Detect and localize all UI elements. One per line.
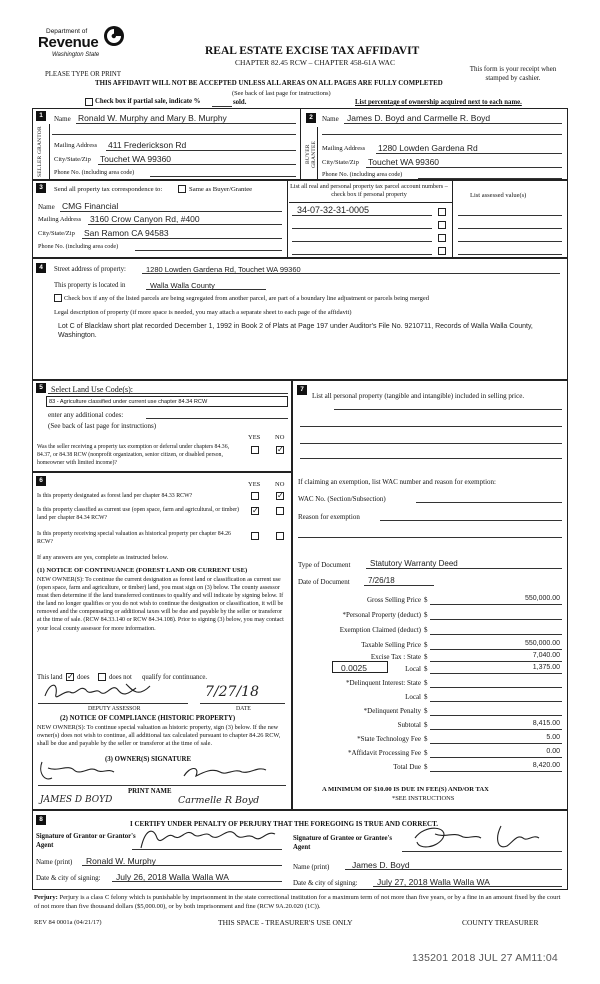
owner-signatures	[34, 758, 284, 786]
street-label: Street address of property:	[54, 266, 126, 273]
same-as-buyer-checkbox[interactable]	[178, 185, 186, 193]
perjury-notice	[34, 894, 564, 911]
land-use-code: 83 - Agriculture classified under current use chapter 84.34 RCW	[49, 398, 208, 405]
doc-date: 7/26/18	[368, 576, 395, 585]
sold-label: sold.	[233, 99, 247, 106]
tax-row-currency: $	[424, 596, 428, 604]
tax-row-value: 8,415.00	[532, 720, 560, 727]
section-5-number: 5	[36, 383, 46, 393]
tax-name: CMG Financial	[62, 201, 119, 211]
seller-name-label: Name	[54, 115, 71, 123]
s5-yes-header: YES	[248, 434, 261, 441]
grantor-date-city: July 26, 2018 Walla Walla WA	[116, 872, 229, 882]
if-any-yes: If any answers are yes, complete as instructed below.	[37, 554, 169, 561]
buyer-name: James D. Boyd and Carmelle R. Boyd	[347, 113, 491, 123]
form-subtitle: CHAPTER 82.45 RCW – CHAPTER 458-61A WAC	[235, 58, 395, 67]
printed-name-2: Carmelle R Boyd	[178, 795, 260, 806]
seller-grantor-label: SELLER GRANTOR	[37, 126, 43, 178]
section-4	[32, 258, 568, 380]
seller-city-label: City/State/Zip	[54, 156, 91, 163]
section5-back-note: (See back of last page for instructions)	[48, 422, 157, 430]
same-as-buyer-label: Same as Buyer/Grantee	[189, 186, 253, 193]
assessor-date: 7/27/18	[205, 684, 259, 700]
this-land-label: This land	[37, 674, 63, 681]
seller-mailing: 411 Frederickson Rd	[108, 140, 187, 150]
s5-no-header: NO	[275, 434, 285, 441]
grantor-name: Ronald W. Murphy	[86, 856, 156, 866]
send-correspondence-label: Send all property tax correspondence to:	[54, 186, 163, 193]
notice-compliance-text: NEW OWNER(S): To continue special valuation as historic property, sign (3) below. If the new owner(s) does not wish to continue, all additional tax calculated pursuant to chapter 84.26 RCW, shall be due and payable by the seller or transferor at the time of sale.	[37, 724, 281, 747]
county-label: This property is located in	[54, 282, 126, 289]
notice-continuance-title: (1) NOTICE OF CONTINUANCE (FOREST LAND OR CURRENT USE)	[37, 567, 248, 574]
section-7-number: 7	[297, 385, 307, 395]
tax-row-currency: $	[424, 679, 428, 687]
tax-row-currency: $	[424, 626, 428, 634]
tax-row-label: *Affidavit Processing Fee	[348, 749, 421, 757]
tax-row-value: 8,420.00	[532, 762, 560, 769]
tax-row-value: 7,040.00	[532, 652, 560, 659]
segregated-checkbox[interactable]	[54, 294, 62, 302]
tax-row-label: Taxable Selling Price	[361, 641, 421, 649]
tax-row-currency: $	[424, 749, 428, 757]
land-use-label: Select Land Use Code(s):	[51, 385, 133, 394]
revenue-logo-icon	[102, 24, 126, 48]
tax-mailing: 3160 Crow Canyon Rd, #400	[90, 214, 200, 224]
tax-row-value: 1,375.00	[532, 664, 560, 671]
recording-stamp: 135201 2018 JUL 27 AM11:04	[412, 952, 558, 964]
seller-name: Ronald W. Murphy and Mary B. Murphy	[78, 113, 227, 123]
tax-row-currency: $	[424, 707, 428, 715]
tax-row-label: Local	[405, 665, 421, 673]
local-rate: 0.0025	[341, 663, 367, 673]
tax-row-label: *Delinquent Interest: State	[345, 679, 421, 687]
street-address: 1280 Lowden Gardena Rd, Touchet WA 99360	[146, 265, 301, 274]
tax-row-label: Local	[405, 693, 421, 701]
s6-yes-header: YES	[248, 481, 261, 488]
tax-row-label: Total Due	[393, 763, 421, 771]
buyer-mailing-label: Mailing Address	[322, 145, 366, 152]
current-use-yes-checkbox[interactable]: ✓	[252, 506, 259, 515]
seller-city: Touchet WA 99360	[100, 154, 172, 164]
forest-question: Is this property designated as forest land per chapter 84.33 RCW?	[37, 493, 193, 499]
historic-no-checkbox[interactable]	[276, 532, 284, 540]
land-use-select[interactable]	[46, 396, 288, 407]
legal-label: Legal description of property (if more space is needed, you may attach a separate sheet to each page of the affidavit)	[54, 309, 352, 316]
tax-row-label: *State Technology Fee	[357, 735, 421, 743]
parcel-4-checkbox[interactable]	[438, 247, 446, 255]
does-label: does	[77, 674, 90, 681]
logo-line1: Department of	[46, 28, 88, 35]
parcel-2-checkbox[interactable]	[438, 221, 446, 229]
parcel-number-1: 34-07-32-31-0005	[297, 205, 370, 215]
perjury-label: Perjury:	[34, 894, 58, 901]
current-use-question: Is this property classified as current use (open space, farm and agricultural, or timber) land per chapter 84.34 RCW?	[37, 507, 240, 521]
parcel-header: List all real and personal property tax parcel account numbers – check box if personal property	[290, 183, 448, 198]
local-rate-box[interactable]	[332, 661, 388, 673]
grantor-signature-label: Signature of Grantor or Grantor's Agent	[36, 833, 136, 849]
county: Walla Walla County	[150, 281, 215, 290]
owner-signature-label: (3) OWNER(S) SIGNATURE	[105, 756, 191, 763]
parcel-3-checkbox[interactable]	[438, 234, 446, 242]
tax-row-currency: $	[424, 693, 428, 701]
tax-row-value: 550,000.00	[524, 640, 560, 647]
county-treasurer: COUNTY TREASURER	[462, 918, 539, 927]
ownership-note: List percentage of ownership acquired next to each name.	[355, 99, 522, 106]
tax-row-currency: $	[424, 665, 428, 673]
tax-row-currency: $	[424, 611, 428, 619]
buyer-mailing: 1280 Lowden Gardena Rd	[378, 143, 478, 153]
tax-row-value: 5.00	[546, 734, 560, 741]
exemption-question: Was the seller receiving a property tax exemption or deferral under chapters 84.36, 84.37, or 84.38 RCW (nonprofit organization, senior citizen, or disabled person, homeowner with limited income)?	[37, 444, 230, 466]
assessed-header: List assessed value(s)	[470, 192, 527, 199]
logo-line3: Washington State	[52, 52, 100, 58]
exemption-reason-label: Reason for exemption	[298, 513, 360, 521]
back-note: (See back of last page for instructions)	[232, 90, 331, 97]
s6-no-header: NO	[275, 481, 285, 488]
tax-row-currency: $	[424, 641, 428, 649]
tax-row-label: Excise Tax : State	[370, 653, 421, 661]
assessor-date-label: DATE	[236, 706, 251, 712]
section-4-number: 4	[36, 263, 46, 273]
tax-mailing-label: Mailing Address	[38, 216, 82, 223]
partial-sale-label: Check box if partial sale, indicate %	[95, 98, 201, 105]
tax-row-currency: $	[424, 721, 428, 729]
printed-name-1: JAMES D BOYD	[40, 795, 113, 805]
claiming-exemption-label: If claiming an exemption, list WAC number and reason for exemption:	[298, 478, 496, 486]
additional-codes-label: enter any additional codes:	[48, 411, 124, 419]
parcel-1-checkbox[interactable]	[438, 208, 446, 216]
qualify-label: qualify for continuance.	[142, 674, 208, 681]
tax-row-label: Exemption Claimed (deduct)	[339, 626, 421, 634]
notice-continuance-text: NEW OWNER(S): To continue the current designation as forest land or classification as current use (open space, farm and agriculture, or timber) land, you must sign on (3) below. The county assessor must then determine if the land transferred continues to qualify and will indicate by signing below. If the land no longer qualifies or you do not wish to continue the designation or classification, it will be removed and the compensating or additional taxes will be due and payable by the seller or transferor at the time of sale. (RCW 84.33.140 or RCW 84.34.108). Prior to signing (3) below, you may contact your local county assessor for more information.	[37, 577, 284, 632]
receipt-note: This form is your receipt when stamped by cashier.	[469, 65, 557, 82]
section-3-number: 3	[36, 183, 46, 193]
seller-phone-label: Phone No. (including area code)	[54, 169, 135, 176]
exemption-no-checkbox[interactable]: ✓	[277, 445, 284, 454]
buyer-name-label: Name	[322, 115, 339, 123]
grantor-name-label: Name (print)	[36, 858, 73, 866]
wac-label: WAC No. (Section/Subsection)	[298, 495, 386, 503]
form-revision: REV 84 0001a (04/21/17)	[34, 919, 102, 926]
exemption-yes-checkbox[interactable]	[251, 446, 259, 454]
doc-type-label: Type of Document	[298, 561, 351, 569]
doc-date-label: Date of Document	[298, 578, 350, 586]
perjury-text: Perjury is a class C felony which is punishable by imprisonment in the state correctional institution for a maximum term of not more than five years, or by a fine in an amount fixed by the court of not more than five thousand dollars ($5,000.00), or by both imprisonment and fine (RCW 9A.20.020 (1C)).	[34, 894, 561, 910]
tax-row-label: *Personal Property (deduct)	[342, 611, 421, 619]
tax-row-label: *Delinquent Penalty	[363, 707, 421, 715]
deputy-assessor-label: DEPUTY ASSESSOR	[88, 706, 141, 712]
grantor-date-label: Date & city of signing:	[36, 874, 101, 882]
buyer-phone-label: Phone No. (including area code)	[322, 171, 403, 178]
seller-mailing-label: Mailing Address	[54, 142, 98, 149]
section-1-number: 1	[36, 111, 46, 121]
treasurer-use-only: THIS SPACE - TREASURER'S USE ONLY	[218, 918, 353, 927]
deputy-assessor-signature	[40, 678, 175, 706]
tax-row-currency: $	[424, 763, 428, 771]
forest-yes-checkbox[interactable]	[251, 492, 259, 500]
historic-question: Is this property receiving special valuation as historical property per chapter 84.26 RCW?	[37, 531, 231, 545]
doc-type: Statutory Warranty Deed	[370, 559, 458, 568]
logo	[38, 20, 128, 66]
tax-row-label: Gross Selling Price	[366, 596, 421, 604]
certify-statement: I CERTIFY UNDER PENALTY OF PERJURY THAT THE FOREGOING IS TRUE AND CORRECT.	[130, 820, 439, 828]
grantee-name: James D. Boyd	[352, 860, 410, 870]
tax-name-label: Name	[38, 203, 55, 211]
does-not-label: does not	[109, 674, 132, 681]
logo-line2: Revenue	[38, 34, 99, 51]
grantee-signature-label: Signature of Grantee or Grantee's Agent	[293, 835, 393, 851]
tax-row-currency: $	[424, 653, 428, 661]
tax-city: San Ramon CA 94583	[84, 228, 169, 238]
buyer-city: Touchet WA 99360	[368, 157, 440, 167]
partial-sale-checkbox[interactable]	[85, 98, 93, 106]
section-8-number: 8	[36, 815, 46, 825]
land-does-checkbox[interactable]: ✓	[67, 672, 74, 681]
historic-yes-checkbox[interactable]	[251, 532, 259, 540]
tax-city-label: City/State/Zip	[38, 230, 75, 237]
notice-compliance-title: (2) NOTICE OF COMPLIANCE (HISTORIC PROPERTY)	[60, 715, 236, 722]
buyer-grantee-label: BUYER GRANTEE	[305, 140, 317, 168]
forest-no-checkbox[interactable]: ✓	[277, 491, 284, 500]
tax-row-currency: $	[424, 735, 428, 743]
tax-phone-label: Phone No. (including area code)	[38, 243, 119, 250]
section-2-number: 2	[306, 113, 316, 123]
current-use-no-checkbox[interactable]	[276, 507, 284, 515]
buyer-city-label: City/State/Zip	[322, 159, 359, 166]
tax-row-value: 0.00	[546, 748, 560, 755]
see-instructions: *SEE INSTRUCTIONS	[392, 795, 455, 802]
tax-row-label: Subtotal	[397, 721, 421, 729]
minimum-fee-note: A MINIMUM OF $10.00 IS DUE IN FEE(S) AND/OR TAX	[322, 786, 489, 793]
grantee-date-city: July 27, 2018 Walla Walla WA	[377, 877, 490, 887]
segregated-label: Check box if any of the listed parcels are being segregated from another parcel, are part of a boundary line adjustment or parcels being merged	[64, 295, 429, 302]
personal-property-label: List all personal property (tangible and intangible) included in selling price.	[312, 392, 525, 400]
not-accepted-note: THIS AFFIDAVIT WILL NOT BE ACCEPTED UNLESS ALL AREAS ON ALL PAGES ARE FULLY COMPLETED	[95, 80, 443, 87]
print-name-label: PRINT NAME	[128, 788, 172, 795]
grantee-date-label: Date & city of signing:	[293, 879, 358, 887]
type-or-print: PLEASE TYPE OR PRINT	[45, 71, 121, 78]
tax-row-value: 550,000.00	[524, 595, 560, 602]
form-title: REAL ESTATE EXCISE TAX AFFIDAVIT	[205, 45, 420, 57]
section-6-number: 6	[36, 476, 46, 486]
grantee-name-label: Name (print)	[293, 863, 330, 871]
legal-description: Lot C of Blacklaw short plat recorded December 1, 1992 in Book 2 of Plats at Page 197 under Auditor's File No. 9210711, Records of Walla Walla County, Washington.	[58, 323, 533, 339]
